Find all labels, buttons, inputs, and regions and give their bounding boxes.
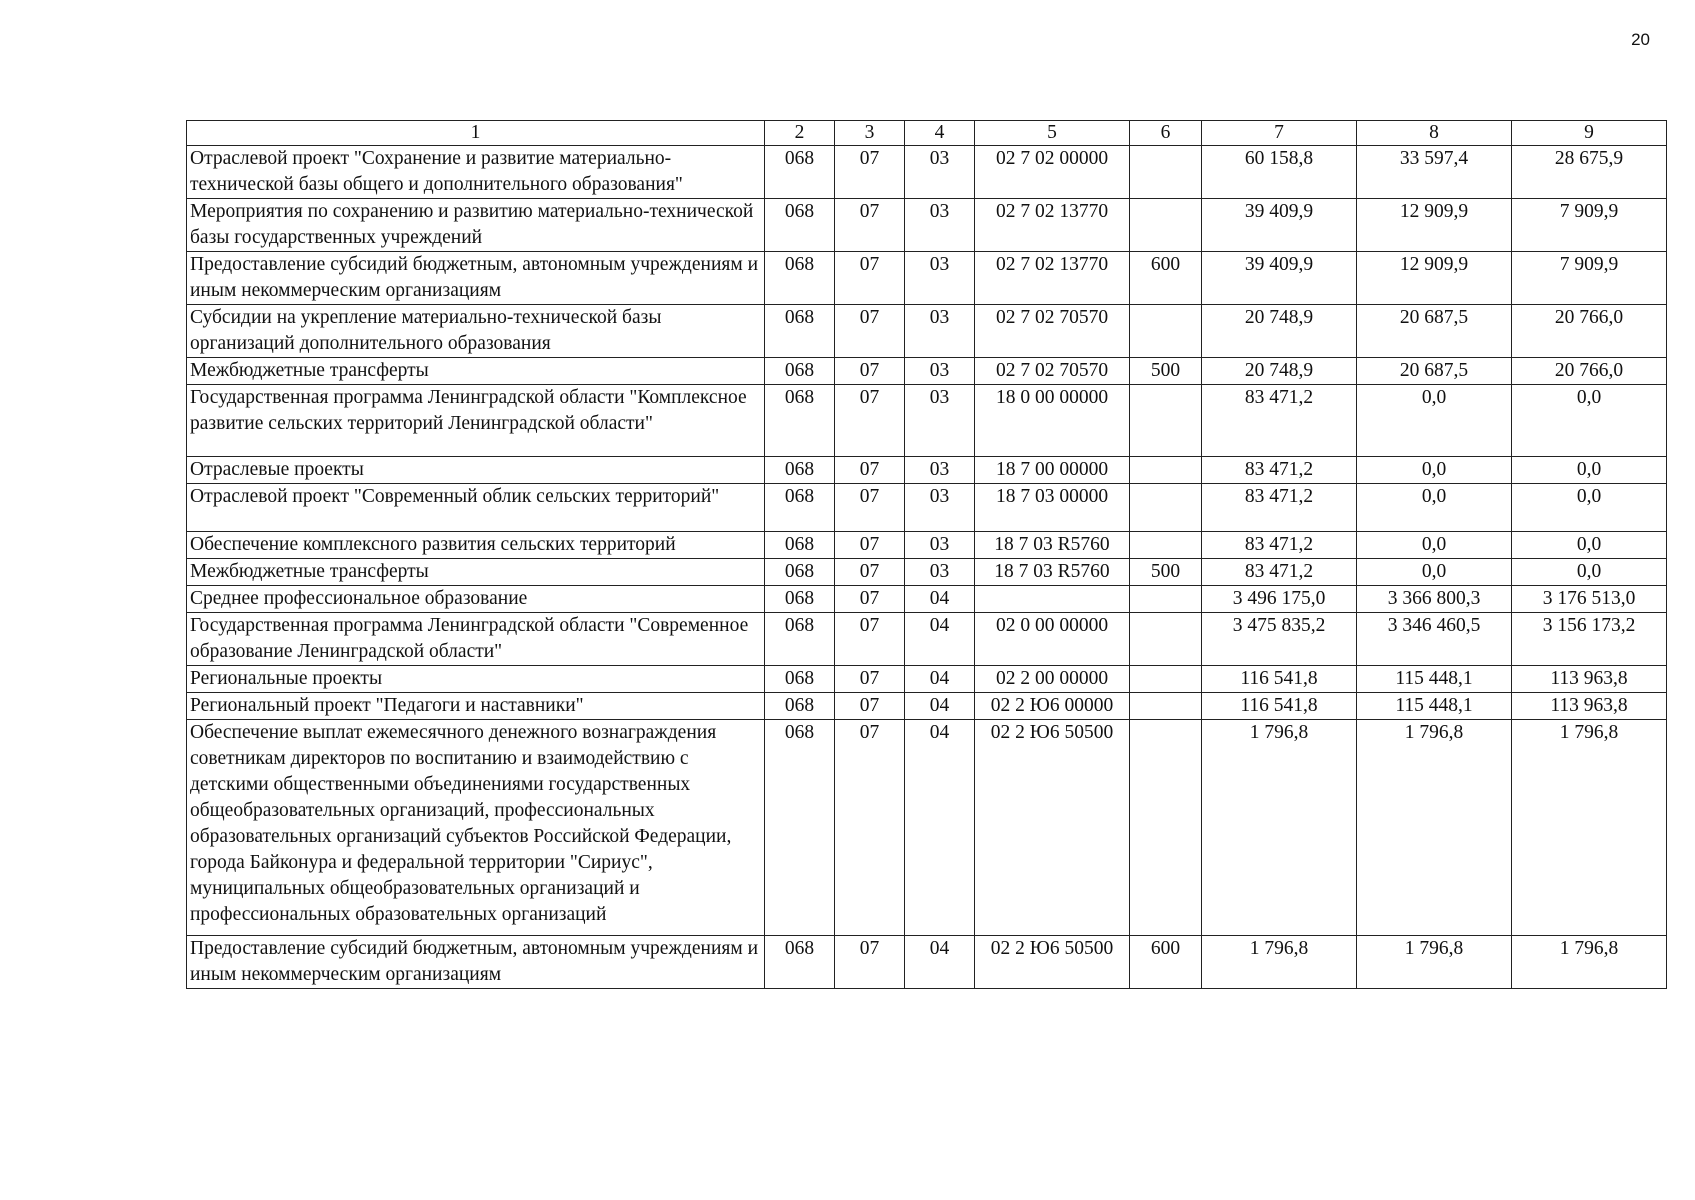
cell-col-3: 07 [835, 666, 905, 693]
cell-col-9: 0,0 [1512, 559, 1667, 586]
cell-col-8: 20 687,5 [1357, 305, 1512, 358]
cell-col-5: 18 7 00 00000 [975, 457, 1130, 484]
cell-col-2: 068 [765, 720, 835, 936]
row-name-cell: Отраслевой проект "Сохранение и развитие материально-технической базы общего и дополнительного образования" [187, 146, 765, 199]
cell-col-5: 18 7 03 R5760 [975, 532, 1130, 559]
cell-col-3: 07 [835, 358, 905, 385]
cell-col-4: 04 [905, 720, 975, 936]
row-name-cell: Обеспечение выплат ежемесячного денежного вознаграждения советникам директоров по воспитанию и взаимодействию с детскими общественными объединениями государственных общеобразовательных организаций, профессиональных образовательных организаций субъектов Российской Федерации, города Байконура и федеральной территории "Сириус", муниципальных общеобразовательных организаций и профессиональных образовательных организаций [187, 720, 765, 936]
table-row [187, 252, 1667, 305]
row-name-cell: Среднее профессиональное образование [187, 586, 765, 613]
cell-col-3: 07 [835, 613, 905, 666]
cell-col-4: 04 [905, 936, 975, 989]
cell-col-9: 0,0 [1512, 457, 1667, 484]
cell-col-8: 20 687,5 [1357, 358, 1512, 385]
column-header: 6 [1130, 121, 1202, 146]
cell-col-6 [1130, 457, 1202, 484]
cell-col-3: 07 [835, 936, 905, 989]
cell-col-3: 07 [835, 252, 905, 305]
table-row [187, 358, 1667, 385]
cell-col-8: 3 346 460,5 [1357, 613, 1512, 666]
cell-col-9: 0,0 [1512, 484, 1667, 532]
cell-col-3: 07 [835, 199, 905, 252]
cell-col-8: 115 448,1 [1357, 693, 1512, 720]
column-header: 9 [1512, 121, 1667, 146]
cell-col-2: 068 [765, 559, 835, 586]
column-header: 3 [835, 121, 905, 146]
cell-col-2: 068 [765, 666, 835, 693]
cell-col-6: 600 [1130, 252, 1202, 305]
cell-col-6 [1130, 199, 1202, 252]
cell-col-8: 3 366 800,3 [1357, 586, 1512, 613]
cell-col-8: 0,0 [1357, 457, 1512, 484]
cell-col-7: 3 475 835,2 [1202, 613, 1357, 666]
cell-col-4: 04 [905, 666, 975, 693]
cell-col-4: 04 [905, 693, 975, 720]
row-name-cell: Региональные проекты [187, 666, 765, 693]
cell-col-8: 0,0 [1357, 484, 1512, 532]
table-row [187, 666, 1667, 693]
cell-col-6 [1130, 720, 1202, 936]
cell-col-5: 02 7 02 13770 [975, 199, 1130, 252]
cell-col-4: 03 [905, 252, 975, 305]
row-name-cell: Субсидии на укрепление материально-технической базы организаций дополнительного образования [187, 305, 765, 358]
cell-col-4: 03 [905, 305, 975, 358]
cell-col-4: 03 [905, 385, 975, 457]
cell-col-5: 18 0 00 00000 [975, 385, 1130, 457]
cell-col-2: 068 [765, 936, 835, 989]
cell-col-4: 03 [905, 532, 975, 559]
row-name-cell: Межбюджетные трансферты [187, 358, 765, 385]
cell-col-5: 02 0 00 00000 [975, 613, 1130, 666]
cell-col-9: 7 909,9 [1512, 199, 1667, 252]
cell-col-7: 39 409,9 [1202, 199, 1357, 252]
cell-col-5: 02 2 Ю6 00000 [975, 693, 1130, 720]
cell-col-7: 20 748,9 [1202, 305, 1357, 358]
cell-col-3: 07 [835, 457, 905, 484]
cell-col-2: 068 [765, 693, 835, 720]
cell-col-2: 068 [765, 305, 835, 358]
row-name-cell: Обеспечение комплексного развития сельских территорий [187, 532, 765, 559]
cell-col-6 [1130, 586, 1202, 613]
cell-col-2: 068 [765, 457, 835, 484]
row-name-cell: Отраслевые проекты [187, 457, 765, 484]
column-header: 8 [1357, 121, 1512, 146]
cell-col-6 [1130, 484, 1202, 532]
row-name-cell: Межбюджетные трансферты [187, 559, 765, 586]
cell-col-5: 18 7 03 R5760 [975, 559, 1130, 586]
table-row [187, 532, 1667, 559]
cell-col-9: 0,0 [1512, 385, 1667, 457]
cell-col-5 [975, 586, 1130, 613]
cell-col-7: 3 496 175,0 [1202, 586, 1357, 613]
cell-col-4: 03 [905, 484, 975, 532]
table-row [187, 146, 1667, 199]
column-number-row [187, 121, 1667, 146]
cell-col-8: 0,0 [1357, 559, 1512, 586]
cell-col-7: 83 471,2 [1202, 559, 1357, 586]
cell-col-9: 113 963,8 [1512, 693, 1667, 720]
cell-col-3: 07 [835, 559, 905, 586]
cell-col-6 [1130, 666, 1202, 693]
cell-col-3: 07 [835, 385, 905, 457]
row-name-cell: Мероприятия по сохранению и развитию материально-технической базы государственных учреждений [187, 199, 765, 252]
cell-col-4: 03 [905, 457, 975, 484]
table-row [187, 484, 1667, 532]
cell-col-4: 03 [905, 146, 975, 199]
cell-col-7: 60 158,8 [1202, 146, 1357, 199]
cell-col-2: 068 [765, 532, 835, 559]
cell-col-6 [1130, 693, 1202, 720]
cell-col-6: 500 [1130, 559, 1202, 586]
table-row [187, 936, 1667, 989]
cell-col-3: 07 [835, 305, 905, 358]
cell-col-3: 07 [835, 484, 905, 532]
cell-col-9: 1 796,8 [1512, 720, 1667, 936]
cell-col-2: 068 [765, 484, 835, 532]
cell-col-5: 02 2 Ю6 50500 [975, 936, 1130, 989]
cell-col-5: 02 7 02 00000 [975, 146, 1130, 199]
cell-col-9: 3 176 513,0 [1512, 586, 1667, 613]
cell-col-7: 83 471,2 [1202, 532, 1357, 559]
cell-col-3: 07 [835, 720, 905, 936]
cell-col-7: 1 796,8 [1202, 720, 1357, 936]
cell-col-9: 3 156 173,2 [1512, 613, 1667, 666]
cell-col-8: 33 597,4 [1357, 146, 1512, 199]
column-header: 2 [765, 121, 835, 146]
cell-col-2: 068 [765, 586, 835, 613]
cell-col-3: 07 [835, 693, 905, 720]
cell-col-8: 0,0 [1357, 532, 1512, 559]
table-row [187, 199, 1667, 252]
cell-col-5: 02 2 00 00000 [975, 666, 1130, 693]
cell-col-7: 83 471,2 [1202, 484, 1357, 532]
cell-col-6 [1130, 146, 1202, 199]
page-number: 20 [1631, 30, 1650, 49]
cell-col-2: 068 [765, 613, 835, 666]
cell-col-7: 83 471,2 [1202, 457, 1357, 484]
cell-col-4: 03 [905, 199, 975, 252]
table-row [187, 693, 1667, 720]
row-name-cell: Государственная программа Ленинградской области "Современное образование Ленинградской области" [187, 613, 765, 666]
cell-col-9: 20 766,0 [1512, 358, 1667, 385]
cell-col-5: 02 7 02 70570 [975, 358, 1130, 385]
table-row [187, 613, 1667, 666]
cell-col-4: 04 [905, 586, 975, 613]
cell-col-2: 068 [765, 358, 835, 385]
cell-col-6 [1130, 385, 1202, 457]
row-name-cell: Отраслевой проект "Современный облик сельских территорий" [187, 484, 765, 532]
row-name-cell: Государственная программа Ленинградской области "Комплексное развитие сельских территорий Ленинградской области" [187, 385, 765, 457]
cell-col-5: 02 2 Ю6 50500 [975, 720, 1130, 936]
cell-col-8: 12 909,9 [1357, 252, 1512, 305]
cell-col-9: 1 796,8 [1512, 936, 1667, 989]
cell-col-8: 1 796,8 [1357, 720, 1512, 936]
cell-col-6 [1130, 613, 1202, 666]
cell-col-3: 07 [835, 586, 905, 613]
cell-col-2: 068 [765, 146, 835, 199]
table-row [187, 559, 1667, 586]
cell-col-9: 28 675,9 [1512, 146, 1667, 199]
table-row [187, 385, 1667, 457]
cell-col-7: 20 748,9 [1202, 358, 1357, 385]
column-header: 5 [975, 121, 1130, 146]
column-header: 4 [905, 121, 975, 146]
cell-col-7: 39 409,9 [1202, 252, 1357, 305]
cell-col-2: 068 [765, 252, 835, 305]
budget-table [186, 120, 1667, 989]
row-name-cell: Региональный проект "Педагоги и наставники" [187, 693, 765, 720]
table-body [187, 146, 1667, 989]
cell-col-4: 03 [905, 559, 975, 586]
cell-col-4: 04 [905, 613, 975, 666]
cell-col-7: 116 541,8 [1202, 693, 1357, 720]
cell-col-9: 0,0 [1512, 532, 1667, 559]
cell-col-8: 115 448,1 [1357, 666, 1512, 693]
table-row [187, 586, 1667, 613]
cell-col-7: 83 471,2 [1202, 385, 1357, 457]
cell-col-6: 600 [1130, 936, 1202, 989]
cell-col-3: 07 [835, 146, 905, 199]
row-name-cell: Предоставление субсидий бюджетным, автономным учреждениям и иным некоммерческим организациям [187, 936, 765, 989]
table-row [187, 457, 1667, 484]
cell-col-5: 18 7 03 00000 [975, 484, 1130, 532]
cell-col-5: 02 7 02 70570 [975, 305, 1130, 358]
column-header: 1 [187, 121, 765, 146]
cell-col-8: 1 796,8 [1357, 936, 1512, 989]
cell-col-6: 500 [1130, 358, 1202, 385]
table-row [187, 720, 1667, 936]
table-row [187, 305, 1667, 358]
cell-col-3: 07 [835, 532, 905, 559]
cell-col-5: 02 7 02 13770 [975, 252, 1130, 305]
row-name-cell: Предоставление субсидий бюджетным, автономным учреждениям и иным некоммерческим организациям [187, 252, 765, 305]
cell-col-2: 068 [765, 385, 835, 457]
cell-col-4: 03 [905, 358, 975, 385]
cell-col-2: 068 [765, 199, 835, 252]
cell-col-9: 7 909,9 [1512, 252, 1667, 305]
cell-col-7: 116 541,8 [1202, 666, 1357, 693]
cell-col-9: 20 766,0 [1512, 305, 1667, 358]
cell-col-6 [1130, 532, 1202, 559]
cell-col-7: 1 796,8 [1202, 936, 1357, 989]
column-header: 7 [1202, 121, 1357, 146]
cell-col-9: 113 963,8 [1512, 666, 1667, 693]
cell-col-8: 12 909,9 [1357, 199, 1512, 252]
cell-col-8: 0,0 [1357, 385, 1512, 457]
cell-col-6 [1130, 305, 1202, 358]
